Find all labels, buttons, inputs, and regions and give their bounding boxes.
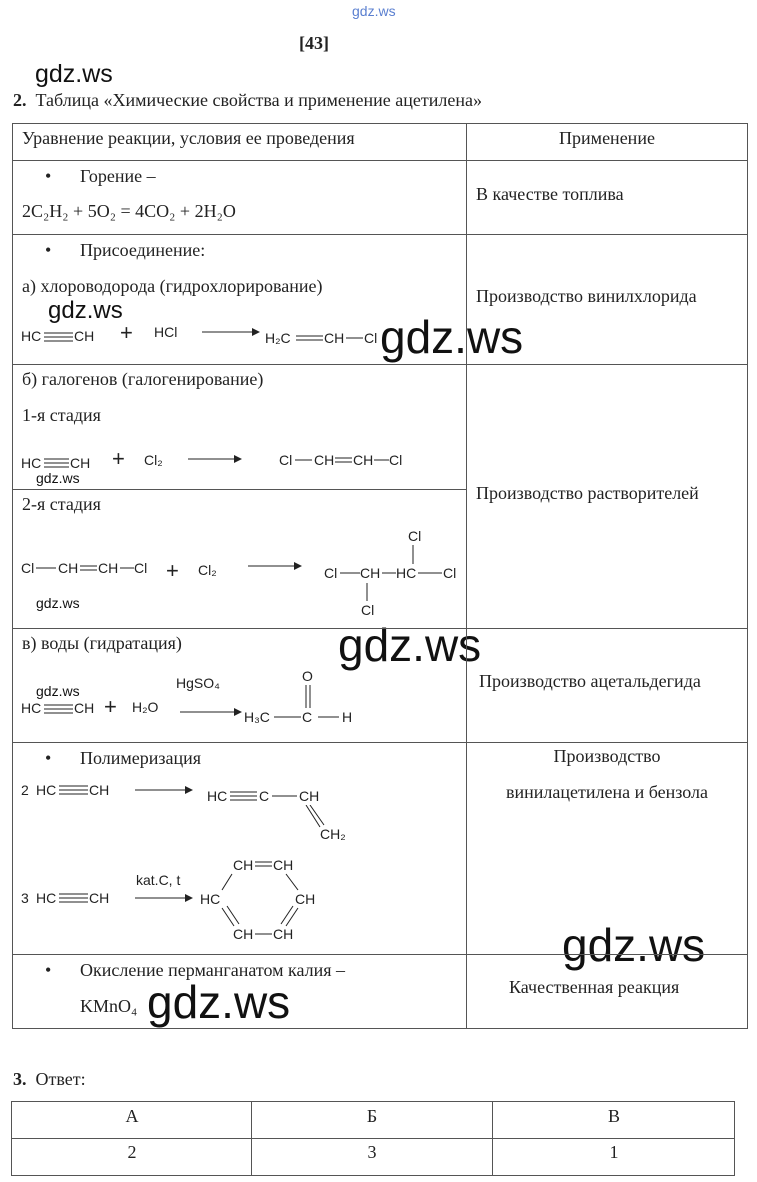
chem-ch: CH: [299, 788, 320, 804]
triple-bond: [44, 702, 74, 716]
addition-c-use: Производство ацетальдегида: [479, 671, 701, 691]
watermark: gdz.ws: [338, 619, 482, 671]
chem-ch: CH: [89, 782, 110, 798]
chem-cl: Cl: [364, 330, 378, 346]
arrow-icon: [188, 453, 242, 465]
chem-ch: CH: [233, 926, 254, 942]
arrow-icon: [180, 706, 242, 718]
chem-ch: CH: [74, 328, 95, 344]
combustion-use: В качестве топлива: [476, 184, 624, 204]
chem-hc: HC: [21, 328, 42, 344]
single-bond: [382, 571, 396, 575]
single-bond: [318, 715, 340, 719]
chem-o: O: [302, 668, 313, 684]
coef: 3: [21, 890, 29, 906]
watermark: gdz.ws: [35, 60, 113, 88]
catalyst-label: kat.C, t: [136, 872, 181, 888]
watermark: gdz.ws: [36, 683, 80, 699]
chem-hc: HC: [21, 700, 42, 716]
answer-header: В: [607, 1106, 620, 1126]
chem-hc: HC: [36, 782, 57, 798]
watermark: gdz.ws: [380, 311, 524, 363]
bullet: •: [45, 960, 52, 980]
triple-bond: [44, 456, 70, 470]
addition-a-label: а) хлороводорода (гидрохлорирование): [22, 276, 323, 296]
chem-hc: HC: [200, 891, 221, 907]
answer-label: Ответ:: [35, 1069, 86, 1089]
watermark: gdz.ws: [48, 297, 123, 324]
bullet: •: [45, 240, 52, 260]
plus: +: [112, 446, 125, 471]
chem-ch: CH: [89, 890, 110, 906]
chem-hc: HC: [396, 565, 417, 581]
task3-title: [13, 1069, 86, 1090]
chem-c: C: [259, 788, 270, 804]
chem-cl: Cl: [361, 602, 375, 618]
chem-cl2: Cl₂: [198, 562, 217, 578]
col2-header: Применение: [559, 128, 655, 148]
double-bond: [255, 859, 273, 869]
chem-cl: Cl: [443, 565, 457, 581]
answer-value: 2: [127, 1142, 137, 1162]
single-bond: [374, 458, 390, 462]
chem-cl: Cl: [408, 528, 422, 544]
chem-ch: CH: [70, 455, 91, 471]
plus: +: [166, 558, 179, 583]
watermark: gdz.ws: [36, 595, 80, 611]
plus: +: [120, 320, 133, 345]
double-bond: [335, 455, 353, 465]
chem-ch: CH: [58, 560, 79, 576]
watermark: gdz.ws: [147, 976, 291, 1028]
bullet: •: [45, 748, 52, 768]
task-number: 2.: [13, 90, 27, 110]
chem-ch: CH: [360, 565, 381, 581]
task-number: 3.: [13, 1069, 27, 1089]
double-bond: [302, 685, 314, 709]
single-bond: [295, 458, 313, 462]
chem-ch: CH: [324, 330, 345, 346]
answer-value: 1: [609, 1142, 619, 1162]
chem-h3c: H₃C: [244, 709, 270, 725]
chem-hc: HC: [36, 890, 57, 906]
table-caption: Таблица «Химические свойства и применение ацетилена»: [35, 90, 482, 110]
addition-c-label: в) воды (гидратация): [22, 633, 182, 653]
plus: +: [104, 694, 117, 719]
addition-label: Присоединение:: [80, 240, 206, 260]
stage1-label: 1-я стадия: [22, 405, 101, 425]
chem-hc: HC: [21, 455, 42, 471]
chem-ch: CH: [353, 452, 374, 468]
col1-header: Уравнение реакции, условия ее проведения: [22, 128, 355, 148]
single-bond: [255, 932, 273, 936]
chem-h: H: [342, 709, 353, 725]
page-number: [43]: [299, 33, 329, 53]
polymerization-use-1: Производство: [553, 746, 661, 766]
chem-ch: CH: [233, 857, 254, 873]
catalyst-label: HgSO₄: [176, 675, 220, 691]
chem-ch: CH: [273, 926, 294, 942]
arrow-icon: [135, 892, 193, 904]
chem-cl: Cl: [279, 452, 293, 468]
arrow-icon: [135, 784, 193, 796]
chem-cl: Cl: [389, 452, 403, 468]
triple-bond: [44, 330, 74, 344]
triple-bond: [230, 789, 258, 803]
chem-cl: Cl: [134, 560, 148, 576]
addition-b-use: Производство растворителей: [476, 483, 699, 503]
answer-value: 3: [367, 1142, 377, 1162]
answer-header: Б: [366, 1106, 378, 1126]
answer-header: А: [125, 1106, 139, 1126]
coef: 2: [21, 782, 29, 798]
single-bond: [346, 336, 364, 340]
watermark: gdz.ws: [36, 470, 80, 486]
single-bond: [272, 794, 298, 798]
oxidation-reagent: KMnO₄: [80, 996, 138, 1016]
chem-ch: CH: [295, 891, 316, 907]
chem-hcl: HCl: [154, 324, 178, 340]
ring-bonds: [210, 870, 320, 930]
bullet: •: [45, 166, 52, 186]
arrow-icon: [248, 560, 302, 572]
chem-cl: Cl: [324, 565, 338, 581]
chem-ch: CH: [273, 857, 294, 873]
polymerization-label: Полимеризация: [80, 748, 202, 768]
single-bond: [340, 571, 360, 575]
chem-ch: CH: [314, 452, 335, 468]
combustion-label: Горение –: [80, 166, 156, 186]
single-bond: [365, 583, 369, 602]
combustion-equation: 2C₂H₂ + 5O₂ = 4CO₂ + 2H₂O: [22, 201, 236, 221]
chem-cl2: Cl₂: [144, 452, 163, 468]
watermark: gdz.ws: [562, 919, 706, 971]
single-bond: [36, 566, 56, 570]
double-bond: [296, 333, 324, 343]
chem-c: C: [302, 709, 313, 725]
addition-a-use: Производство винилхлорида: [476, 286, 697, 306]
chem-hc: HC: [207, 788, 228, 804]
triple-bond: [59, 783, 89, 797]
arrow-icon: [202, 326, 260, 338]
chem-h2c: H₂C: [265, 330, 291, 346]
double-bond: [80, 563, 98, 573]
chem-ch: CH: [98, 560, 119, 576]
single-bond: [411, 545, 415, 565]
polymerization-use-2: винилацетилена и бензола: [506, 782, 708, 802]
oxidation-use: Качественная реакция: [509, 977, 680, 997]
triple-bond: [59, 891, 89, 905]
addition-b-label: б) галогенов (галогенирование): [22, 369, 264, 389]
chem-ch2: CH₂: [320, 826, 346, 842]
chem-ch: CH: [74, 700, 95, 716]
watermark-top: gdz.ws: [352, 3, 396, 19]
chem-cl: Cl: [21, 560, 35, 576]
single-bond: [274, 715, 302, 719]
chem-h2o: H₂O: [132, 699, 159, 715]
single-bond: [418, 571, 442, 575]
oxidation-label: Окисление перманганатом калия –: [80, 960, 346, 980]
stage2-label: 2-я стадия: [22, 494, 101, 514]
